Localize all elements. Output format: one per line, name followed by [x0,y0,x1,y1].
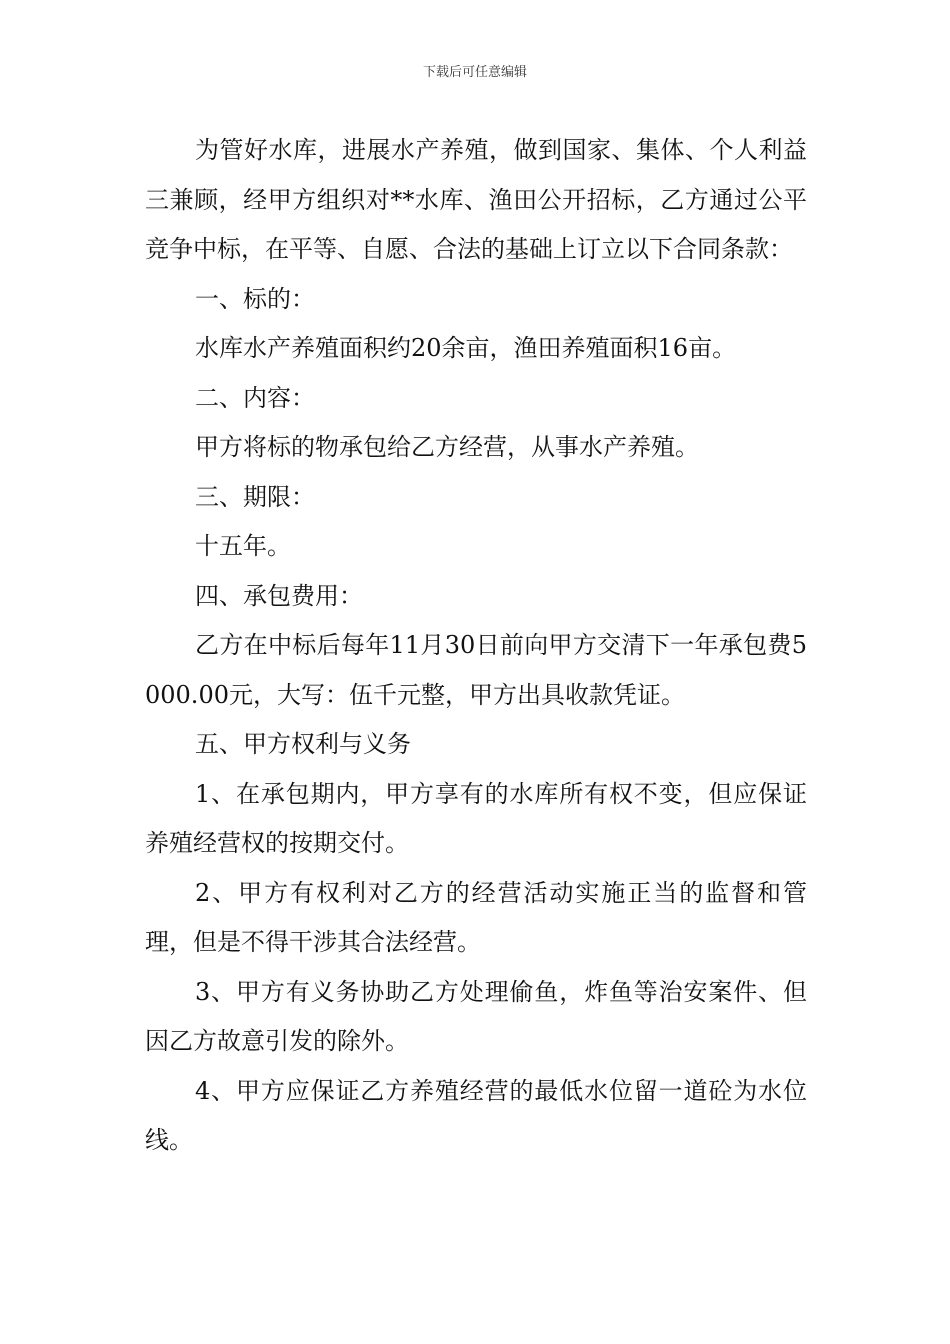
document-body [145,126,807,1166]
paragraph-term: 十五年。 [195,532,291,560]
clause-1: 1、在承包期内，甲方享有的水库所有权不变，但应保证养殖经营权的按期交付。 [145,779,807,857]
section-heading-content: 二、内容： [195,383,315,412]
page-header-note: 下载后可任意编辑 [422,65,527,80]
section-heading-subject: 一、标的： [195,284,315,313]
clause-3: 3、甲方有义务协助乙方处理偷鱼，炸鱼等治安案件、但因乙方故意引发的除外。 [145,977,807,1055]
section-heading-party-a-rights: 五、甲方权利与义务 [195,730,411,758]
paragraph-preamble: 为管好水库，进展水产养殖，做到国家、集体、个人利益三兼顾，经甲方组织对**水库、渔田公开招标，乙方通过公平竞争中标，在平等、自愿、合法的基础上订立以下合同条款： [145,136,807,263]
paragraph-subject: 水库水产养殖面积约20余亩，渔田养殖面积16亩。 [195,334,737,362]
paragraph-content: 甲方将标的物承包给乙方经营，从事水产养殖。 [195,433,699,461]
paragraph-fee: 乙方在中标后每年11月30日前向甲方交清下一年承包费5000.00元，大写：伍千元整，甲方出具收款凭证。 [145,631,807,709]
section-heading-fee: 四、承包费用： [195,581,363,610]
clause-4: 4、甲方应保证乙方养殖经营的最低水位留一道砼为水位线。 [145,1076,807,1154]
clause-2: 2、甲方有权利对乙方的经营活动实施正当的监督和管理，但是不得干涉其合法经营。 [145,878,807,956]
section-heading-term: 三、期限： [195,482,315,511]
